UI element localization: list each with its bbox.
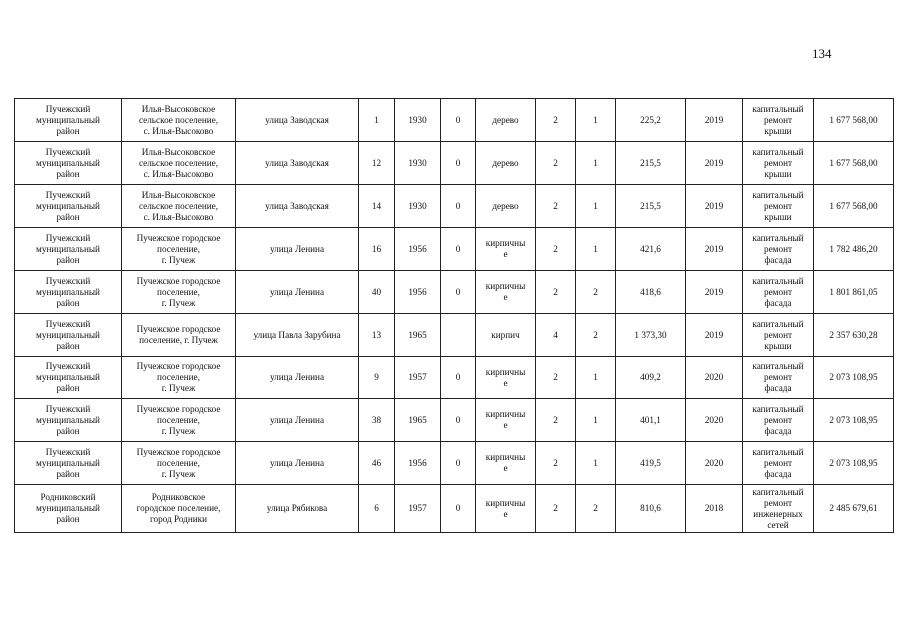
settlement-cell: Илья-Высоковское сельское поселение, с. Илья-Высоково xyxy=(122,99,236,142)
cost-cell: 1 801 861,05 xyxy=(814,271,894,314)
table-row xyxy=(15,228,894,271)
street-cell: улица Заводская xyxy=(236,185,359,228)
house-number-cell: 6 xyxy=(359,485,395,533)
settlement-cell: Родниковское городское поселение, город Родники xyxy=(122,485,236,533)
wall-material-cell: кирпичны е xyxy=(476,357,536,399)
table-row xyxy=(15,357,894,399)
floors-cell: 2 xyxy=(536,185,576,228)
page-number: 134 xyxy=(812,46,832,61)
planned-year-cell: 2019 xyxy=(686,271,743,314)
planned-year-cell: 2020 xyxy=(686,399,743,442)
column-9-cell: 1 xyxy=(576,442,616,485)
planned-year-cell: 2019 xyxy=(686,142,743,185)
planned-year-cell: 2019 xyxy=(686,99,743,142)
district-cell: Родниковский муниципальный район xyxy=(15,485,122,533)
table-row xyxy=(15,442,894,485)
floors-cell: 2 xyxy=(536,442,576,485)
settlement-cell: Пучежское городское поселение, г. Пучеж xyxy=(122,399,236,442)
area-cell: 215,5 xyxy=(616,142,686,185)
planned-year-cell: 2020 xyxy=(686,357,743,399)
street-cell: улица Ленина xyxy=(236,399,359,442)
house-number-cell: 46 xyxy=(359,442,395,485)
table-row xyxy=(15,185,894,228)
cost-cell: 1 677 568,00 xyxy=(814,142,894,185)
district-cell: Пучежский муниципальный район xyxy=(15,228,122,271)
district-cell: Пучежский муниципальный район xyxy=(15,314,122,357)
house-number-cell: 14 xyxy=(359,185,395,228)
area-cell: 419,5 xyxy=(616,442,686,485)
wall-material-cell: кирпичны е xyxy=(476,399,536,442)
district-cell: Пучежский муниципальный район xyxy=(15,399,122,442)
work-type-cell: капитальный ремонт фасада xyxy=(743,271,814,314)
cost-cell: 2 073 108,95 xyxy=(814,442,894,485)
build-year-cell: 1957 xyxy=(395,485,441,533)
build-year-cell: 1930 xyxy=(395,185,441,228)
area-cell: 409,2 xyxy=(616,357,686,399)
table-row xyxy=(15,314,894,357)
house-number-cell: 16 xyxy=(359,228,395,271)
wall-material-cell: кирпич xyxy=(476,314,536,357)
work-type-cell: капитальный ремонт фасада xyxy=(743,442,814,485)
house-number-cell: 40 xyxy=(359,271,395,314)
column-9-cell: 2 xyxy=(576,485,616,533)
house-number-cell: 1 xyxy=(359,99,395,142)
area-cell: 225,2 xyxy=(616,99,686,142)
planned-year-cell: 2019 xyxy=(686,228,743,271)
wall-material-cell: дерево xyxy=(476,185,536,228)
column-6-cell: 0 xyxy=(441,485,476,533)
settlement-cell: Пучежское городское поселение, г. Пучеж xyxy=(122,271,236,314)
build-year-cell: 1965 xyxy=(395,399,441,442)
planned-year-cell: 2019 xyxy=(686,314,743,357)
area-cell: 1 373,30 xyxy=(616,314,686,357)
cost-cell: 1 782 486,20 xyxy=(814,228,894,271)
street-cell: улица Рябикова xyxy=(236,485,359,533)
street-cell: улица Ленина xyxy=(236,271,359,314)
column-6-cell: 0 xyxy=(441,442,476,485)
street-cell: улица Заводская xyxy=(236,142,359,185)
street-cell: улица Павла Зарубина xyxy=(236,314,359,357)
column-6-cell: 0 xyxy=(441,271,476,314)
cost-cell: 2 357 630,28 xyxy=(814,314,894,357)
table-row xyxy=(15,271,894,314)
settlement-cell: Пучежское городское поселение, г. Пучеж xyxy=(122,442,236,485)
column-6-cell: 0 xyxy=(441,99,476,142)
street-cell: улица Ленина xyxy=(236,228,359,271)
area-cell: 421,6 xyxy=(616,228,686,271)
work-type-cell: капитальный ремонт инженерных сетей xyxy=(743,485,814,533)
house-number-cell: 12 xyxy=(359,142,395,185)
column-9-cell: 2 xyxy=(576,271,616,314)
column-9-cell: 1 xyxy=(576,228,616,271)
street-cell: улица Ленина xyxy=(236,357,359,399)
area-cell: 418,6 xyxy=(616,271,686,314)
house-number-cell: 13 xyxy=(359,314,395,357)
build-year-cell: 1930 xyxy=(395,99,441,142)
district-cell: Пучежский муниципальный район xyxy=(15,185,122,228)
column-6-cell xyxy=(441,314,476,357)
build-year-cell: 1965 xyxy=(395,314,441,357)
street-cell: улица Ленина xyxy=(236,442,359,485)
district-cell: Пучежский муниципальный район xyxy=(15,271,122,314)
planned-year-cell: 2020 xyxy=(686,442,743,485)
floors-cell: 2 xyxy=(536,228,576,271)
work-type-cell: капитальный ремонт крыши xyxy=(743,185,814,228)
house-number-cell: 38 xyxy=(359,399,395,442)
wall-material-cell: кирпичны е xyxy=(476,485,536,533)
planned-year-cell: 2018 xyxy=(686,485,743,533)
settlement-cell: Пучежское городское поселение, г. Пучеж xyxy=(122,314,236,357)
table-row xyxy=(15,99,894,142)
cost-cell: 2 485 679,61 xyxy=(814,485,894,533)
cost-cell: 1 677 568,00 xyxy=(814,185,894,228)
table-row xyxy=(15,399,894,442)
build-year-cell: 1956 xyxy=(395,228,441,271)
column-6-cell: 0 xyxy=(441,357,476,399)
column-9-cell: 1 xyxy=(576,399,616,442)
area-cell: 401,1 xyxy=(616,399,686,442)
floors-cell: 2 xyxy=(536,99,576,142)
work-type-cell: капитальный ремонт крыши xyxy=(743,314,814,357)
area-cell: 810,6 xyxy=(616,485,686,533)
district-cell: Пучежский муниципальный район xyxy=(15,357,122,399)
district-cell: Пучежский муниципальный район xyxy=(15,99,122,142)
floors-cell: 4 xyxy=(536,314,576,357)
house-number-cell: 9 xyxy=(359,357,395,399)
area-cell: 215,5 xyxy=(616,185,686,228)
column-9-cell: 1 xyxy=(576,142,616,185)
work-type-cell: капитальный ремонт фасада xyxy=(743,357,814,399)
settlement-cell: Илья-Высоковское сельское поселение, с. Илья-Высоково xyxy=(122,185,236,228)
floors-cell: 2 xyxy=(536,485,576,533)
settlement-cell: Пучежское городское поселение, г. Пучеж xyxy=(122,357,236,399)
column-9-cell: 2 xyxy=(576,314,616,357)
build-year-cell: 1956 xyxy=(395,442,441,485)
column-9-cell: 1 xyxy=(576,357,616,399)
wall-material-cell: кирпичны е xyxy=(476,442,536,485)
floors-cell: 2 xyxy=(536,271,576,314)
street-cell: улица Заводская xyxy=(236,99,359,142)
floors-cell: 2 xyxy=(536,357,576,399)
settlement-cell: Пучежское городское поселение, г. Пучеж xyxy=(122,228,236,271)
column-6-cell: 0 xyxy=(441,185,476,228)
work-type-cell: капитальный ремонт крыши xyxy=(743,142,814,185)
build-year-cell: 1957 xyxy=(395,357,441,399)
build-year-cell: 1930 xyxy=(395,142,441,185)
planned-year-cell: 2019 xyxy=(686,185,743,228)
work-type-cell: капитальный ремонт фасада xyxy=(743,399,814,442)
column-6-cell: 0 xyxy=(441,399,476,442)
column-9-cell: 1 xyxy=(576,185,616,228)
cost-cell: 1 677 568,00 xyxy=(814,99,894,142)
floors-cell: 2 xyxy=(536,399,576,442)
housing-repair-table xyxy=(14,98,894,533)
build-year-cell: 1956 xyxy=(395,271,441,314)
wall-material-cell: дерево xyxy=(476,99,536,142)
work-type-cell: капитальный ремонт крыши xyxy=(743,99,814,142)
wall-material-cell: кирпичны е xyxy=(476,228,536,271)
column-6-cell: 0 xyxy=(441,142,476,185)
column-9-cell: 1 xyxy=(576,99,616,142)
district-cell: Пучежский муниципальный район xyxy=(15,142,122,185)
floors-cell: 2 xyxy=(536,142,576,185)
cost-cell: 2 073 108,95 xyxy=(814,357,894,399)
cost-cell: 2 073 108,95 xyxy=(814,399,894,442)
table-row xyxy=(15,485,894,533)
wall-material-cell: дерево xyxy=(476,142,536,185)
column-6-cell: 0 xyxy=(441,228,476,271)
district-cell: Пучежский муниципальный район xyxy=(15,442,122,485)
table-row xyxy=(15,142,894,185)
work-type-cell: капитальный ремонт фасада xyxy=(743,228,814,271)
settlement-cell: Илья-Высоковское сельское поселение, с. Илья-Высоково xyxy=(122,142,236,185)
wall-material-cell: кирпичны е xyxy=(476,271,536,314)
